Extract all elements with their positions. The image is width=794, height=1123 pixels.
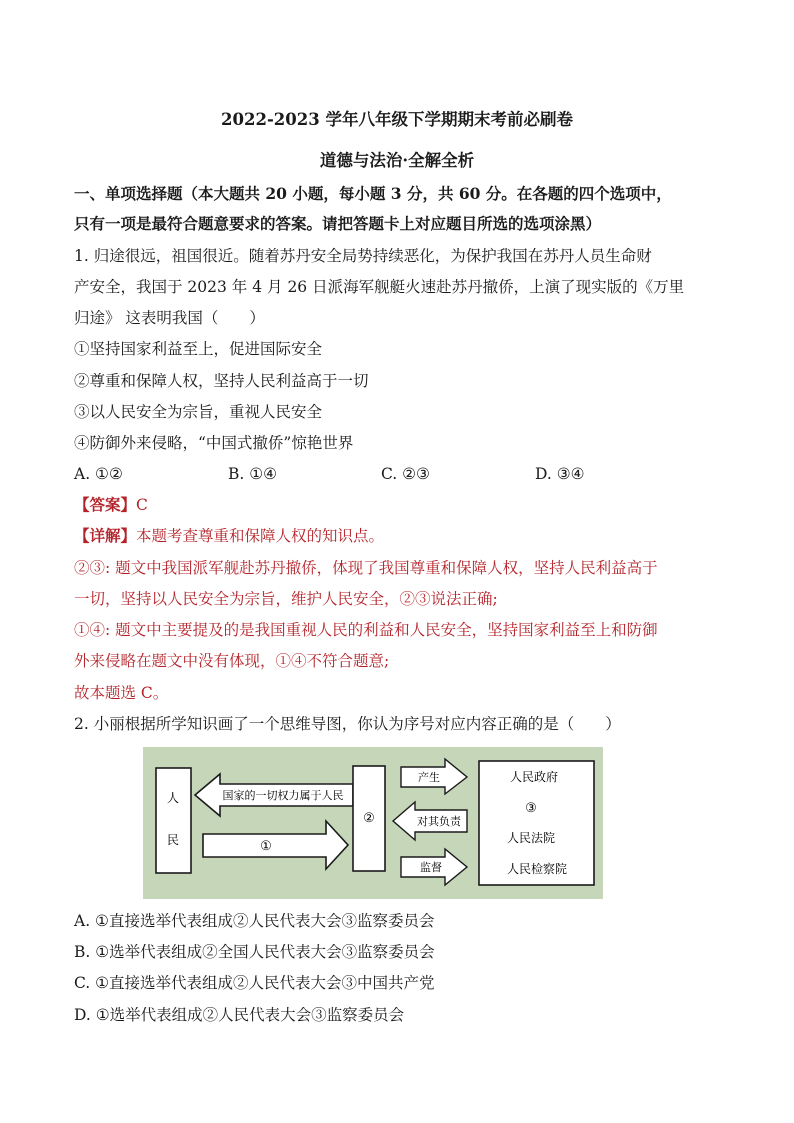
org-label-3: 人民法院 <box>506 831 556 845</box>
detail-tag: 【详解】 <box>74 526 137 545</box>
q1-statement-4: ④防御外来侵略，“中国式撤侨”惊艳世界 <box>74 434 354 452</box>
q1-statement-3: ③以人民安全为宗旨，重视人民安全 <box>74 403 323 421</box>
q2-option-c: C. ①直接选举代表组成②人民代表大会③中国共产党 <box>74 974 435 992</box>
q1-detail <box>74 526 734 546</box>
q1-option-a: A. ①② <box>74 465 123 483</box>
supervise-label: 监督 <box>420 861 442 874</box>
q1-option-d: D. ③④ <box>535 465 585 483</box>
q2-option-a: A. ①直接选举代表组成②人民代表大会③监察委员会 <box>74 912 435 930</box>
responsible-label: 对其负责 <box>417 815 461 828</box>
detail-intro: 本题考查尊重和保障人权的知识点。 <box>136 527 385 545</box>
q1-option-b: B. ①④ <box>228 465 278 483</box>
q1-statement-1: ①坚持国家利益至上，促进国际安全 <box>74 340 323 358</box>
q1-detail-line-2: 一切，坚持以人民安全为宗旨，维护人民安全，②③说法正确; <box>74 590 498 608</box>
answer-value: C <box>136 496 148 514</box>
org-label-2: ③ <box>525 801 537 816</box>
q1-detail-line-4: 外来侵略在题文中没有体现，①④不符合题意; <box>74 652 390 670</box>
org-label-4: 人民检察院 <box>506 862 568 876</box>
q2-stem: 2. 小丽根据所学知识画了一个思维导图，你认为序号对应内容正确的是（ ） <box>74 715 621 733</box>
people-label-1: 人 <box>166 791 180 805</box>
q2-option-d: D. ①选举代表组成②人民代表大会③监察委员会 <box>74 1006 405 1024</box>
arrow-left-label: 国家的一切权力属于人民 <box>222 789 344 802</box>
q1-detail-line-3: ①④: 题文中主要提及的是我国重视人民的利益和人民安全，坚持国家利益至上和防御 <box>74 621 658 639</box>
people-label-2: 民 <box>166 833 180 847</box>
q1-option-c: C. ②③ <box>381 465 430 483</box>
q2-option-b: B. ①选举代表组成②全国人民代表大会③监察委员会 <box>74 943 435 961</box>
exam-title: 2022-2023 学年八年级下学期期末考前必刷卷 <box>221 110 573 129</box>
q1-detail-line-1: ②③: 题文中我国派军舰赴苏丹撤侨，体现了我国尊重和保障人权，坚持人民利益高于 <box>74 559 658 577</box>
mind-map-diagram <box>143 747 603 899</box>
answer-tag: 【答案】 <box>74 495 137 514</box>
people-box <box>156 768 191 873</box>
q1-stem-line-1: 1. 归途很远，祖国很近。随着苏丹安全局势持续恶化，为保护我国在苏丹人员生命财 <box>74 247 652 265</box>
exam-subtitle: 道德与法治·全解全析 <box>319 151 475 170</box>
arrow-right-shape <box>203 821 348 869</box>
q1-stem-line-3: 归途》 这表明我国（ ） <box>74 309 265 327</box>
org-label-1: 人民政府 <box>509 770 559 784</box>
section-heading-line-1: 一、单项选择题（本大题共 20 小题，每小题 3 分，共 60 分。在各题的四个选项中， <box>74 184 672 203</box>
center-label: ② <box>363 811 375 826</box>
arrow-right-label: ① <box>260 839 272 854</box>
q1-answer <box>74 495 734 515</box>
produce-label: 产生 <box>418 771 440 784</box>
section-heading-line-2: 只有一项是最符合题意要求的答案。请把答题卡上对应题目所选的选项涂黑） <box>74 214 602 233</box>
q1-statement-2: ②尊重和保障人权，坚持人民利益高于一切 <box>74 372 369 390</box>
q1-conclusion: 故本题选 C。 <box>74 684 169 702</box>
q1-stem-line-2: 产安全，我国于 2023 年 4 月 26 日派海军舰艇火速赴苏丹撤侨，上演了现实版的《万里 <box>74 278 685 296</box>
